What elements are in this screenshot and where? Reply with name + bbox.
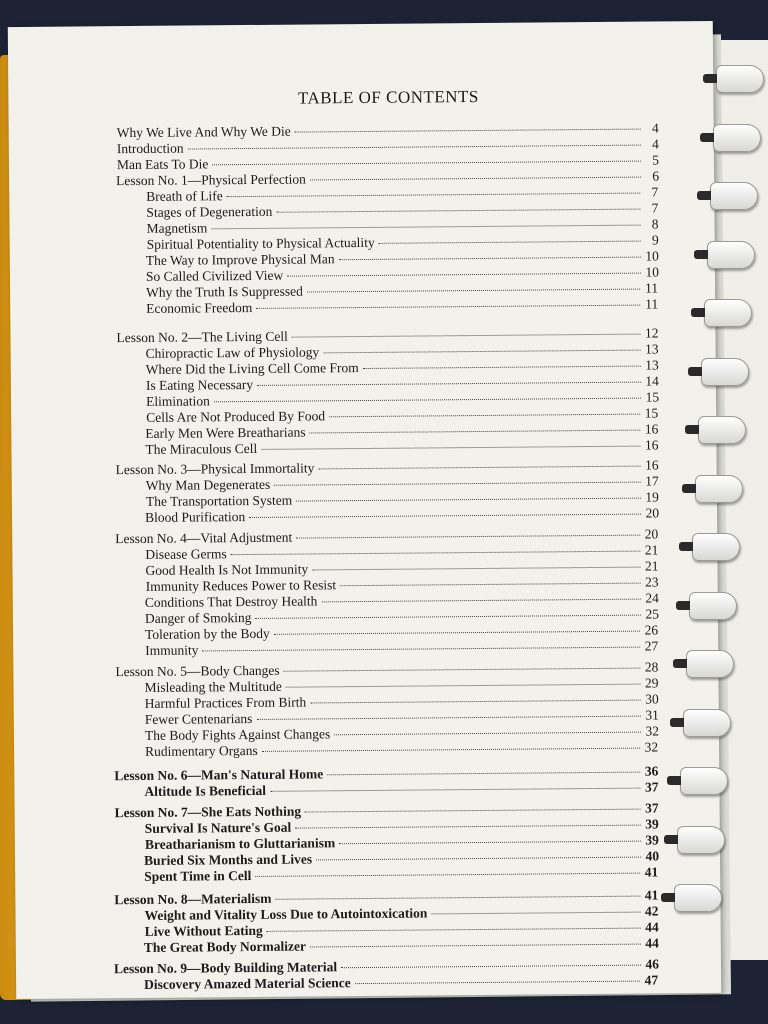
dot-leader xyxy=(321,599,640,603)
toc-page-number: 12 xyxy=(644,325,659,341)
toc-page-number: 42 xyxy=(644,903,659,919)
dot-leader xyxy=(379,241,641,244)
spiral-coil xyxy=(695,475,743,503)
spiral-coil xyxy=(686,650,734,678)
dot-leader xyxy=(267,928,641,932)
toc-row xyxy=(145,739,658,759)
toc-entry-label: Lesson No. 8—Materialism xyxy=(114,890,272,908)
dot-leader xyxy=(295,129,641,133)
toc-page-number: 6 xyxy=(652,168,660,184)
toc-row xyxy=(145,505,659,525)
toc-entry-label: Why the Truth Is Suppressed xyxy=(146,283,303,300)
dot-leader xyxy=(334,732,641,736)
toc-entry-label: Misleading the Multitude xyxy=(144,678,282,695)
spiral-coil xyxy=(704,299,752,327)
toc-entry-label: Chiropractic Law of Physiology xyxy=(145,344,320,361)
toc-row xyxy=(145,638,658,658)
contents-page xyxy=(8,21,721,999)
toc-entry-label: Rudimentary Organs xyxy=(145,742,258,759)
dot-leader xyxy=(287,273,641,277)
toc-page-number: 14 xyxy=(645,373,659,389)
toc-entry-label: The Transportation System xyxy=(145,492,293,509)
toc-page-number: 30 xyxy=(645,691,659,707)
toc-page-number: 41 xyxy=(644,864,659,880)
dot-leader xyxy=(276,209,640,213)
dot-leader xyxy=(188,145,641,150)
toc-page-number: 16 xyxy=(644,437,659,453)
toc-entry-label: Spiritual Potentiality to Physical Actuality xyxy=(146,234,375,252)
toc-page-number: 15 xyxy=(644,405,659,421)
toc-page-number: 23 xyxy=(645,574,659,590)
toc-row xyxy=(146,296,658,316)
toc-page-number: 40 xyxy=(645,848,660,864)
dot-leader xyxy=(286,684,641,688)
dot-leader xyxy=(292,334,641,338)
toc-page-number: 11 xyxy=(645,296,659,312)
toc-page-number: 32 xyxy=(644,739,659,755)
toc-entry-label: The Great Body Normalizer xyxy=(143,938,306,955)
toc-entry-label: So Called Civilized View xyxy=(145,267,284,284)
toc-entry-label: Economic Freedom xyxy=(146,299,253,316)
spiral-coil xyxy=(689,592,737,620)
toc-page-number: 27 xyxy=(644,638,659,654)
toc-page-number: 36 xyxy=(644,763,659,779)
toc-page-number: 25 xyxy=(645,606,659,622)
toc-row xyxy=(145,437,658,457)
dot-leader xyxy=(327,772,640,776)
toc-page-number: 46 xyxy=(645,956,660,972)
spiral-coil xyxy=(707,241,755,269)
toc-page-number: 20 xyxy=(644,526,659,542)
spiral-coil xyxy=(701,358,749,386)
spiral-coil xyxy=(677,826,725,854)
toc-page-number: 11 xyxy=(645,280,659,296)
toc-entry-label: Introduction xyxy=(116,140,184,157)
toc-page-number: 44 xyxy=(645,935,659,951)
spiral-binding xyxy=(652,60,762,960)
toc-page-number: 21 xyxy=(644,558,659,574)
toc-entry-label: Danger of Smoking xyxy=(144,609,252,626)
toc-page-number: 28 xyxy=(644,659,659,675)
spiral-coil xyxy=(713,124,761,152)
dot-leader xyxy=(431,912,640,915)
dot-leader xyxy=(310,430,641,434)
dot-leader xyxy=(329,414,640,418)
dot-leader xyxy=(227,193,641,198)
spiral-coil xyxy=(716,65,764,93)
dot-leader xyxy=(255,873,640,877)
dot-leader xyxy=(214,398,641,403)
toc-page-number: 5 xyxy=(652,152,660,168)
dot-leader xyxy=(255,615,641,619)
toc-entry-label: Immunity Reduces Power to Resist xyxy=(145,577,337,594)
toc-page-number: 37 xyxy=(645,800,659,816)
toc-entry-label: Why Man Degenerates xyxy=(145,476,271,493)
toc-entry-label: Lesson No. 3—Physical Immortality xyxy=(115,460,315,478)
dot-leader xyxy=(212,161,641,166)
toc-entry-label: Altitude Is Beneficial xyxy=(144,782,267,799)
toc-entry-label: Toleration by the Body xyxy=(145,625,270,642)
dot-leader xyxy=(355,981,640,984)
toc-entry-label: Man Eats To Die xyxy=(116,156,209,173)
dot-leader xyxy=(318,466,640,470)
toc-entry-label: Where Did the Living Cell Come From xyxy=(145,360,359,377)
dot-leader xyxy=(312,567,640,571)
toc-entry-label: Spent Time in Cell xyxy=(144,868,252,884)
toc-entry-label: Conditions That Destroy Health xyxy=(144,593,318,610)
toc-page-number: 10 xyxy=(645,264,659,280)
page-title: TABLE OF CONTENTS xyxy=(297,86,479,108)
dot-leader xyxy=(261,446,640,450)
toc-entry-label: The Way to Improve Physical Man xyxy=(145,251,335,268)
dot-leader xyxy=(316,857,641,861)
dot-leader xyxy=(262,748,640,752)
toc-page-number: 32 xyxy=(645,723,660,739)
dot-leader xyxy=(295,825,641,829)
toc-entry-label: Good Health Is Not Immunity xyxy=(145,561,309,578)
toc-page-number: 17 xyxy=(645,473,659,489)
toc-entry-label: Lesson No. 1—Physical Perfection xyxy=(116,171,306,189)
toc-entry-label: Lesson No. 6—Man's Natural Home xyxy=(114,766,324,784)
toc-page-number: 37 xyxy=(644,779,659,795)
toc-row xyxy=(144,779,658,799)
toc-entry-label: Cells Are Not Produced By Food xyxy=(146,408,326,425)
toc-entry-label: Early Men Were Breatharians xyxy=(145,424,306,441)
spiral-coil xyxy=(710,182,758,210)
toc-page-number: 21 xyxy=(644,542,659,558)
toc-row xyxy=(144,864,658,884)
dot-leader xyxy=(296,498,641,502)
dot-leader xyxy=(270,788,640,792)
dot-leader xyxy=(310,177,641,181)
toc-page-number: 15 xyxy=(645,389,660,405)
toc-entry-label: Is Eating Necessary xyxy=(145,376,254,393)
toc-page-number: 31 xyxy=(645,707,659,723)
toc-page-number: 44 xyxy=(645,919,659,935)
spiral-coil xyxy=(692,533,740,561)
dot-leader xyxy=(310,700,640,704)
toc-entry-label: The Body Fights Against Changes xyxy=(144,726,331,743)
dot-leader xyxy=(256,305,640,309)
dot-leader xyxy=(202,647,640,652)
dot-leader xyxy=(305,809,641,813)
toc-page-number: 8 xyxy=(651,216,659,232)
toc-row xyxy=(144,972,658,992)
toc-entry-label: Fewer Centenarians xyxy=(144,710,253,727)
toc-page-number: 7 xyxy=(651,200,659,216)
toc-row xyxy=(144,935,659,955)
dot-leader xyxy=(284,668,641,672)
dot-leader xyxy=(274,631,640,635)
toc-entry-label: Lesson No. 2—The Living Cell xyxy=(116,328,288,346)
spiral-coil xyxy=(674,884,722,912)
toc-page-number: 47 xyxy=(644,972,659,988)
toc-entry-label: Discovery Amazed Material Science xyxy=(144,975,351,992)
toc-page-number: 20 xyxy=(645,505,660,521)
toc-entry-label: Immunity xyxy=(145,642,199,658)
toc-entry-label: Stages of Degeneration xyxy=(146,203,273,220)
dot-leader xyxy=(339,257,641,261)
toc-page-number: 19 xyxy=(645,489,659,505)
dot-leader xyxy=(231,551,641,556)
dot-leader xyxy=(363,366,641,369)
dot-leader xyxy=(339,841,641,845)
toc-page-number: 39 xyxy=(645,816,659,832)
toc-entry-label: Weight and Vitality Loss Due to Autointoxication xyxy=(144,905,428,923)
toc-entry-label: Lesson No. 7—She Eats Nothing xyxy=(114,803,302,821)
toc-entry-label: Disease Germs xyxy=(145,546,227,562)
toc-page-number: 10 xyxy=(645,248,659,264)
toc-page-number: 29 xyxy=(644,675,659,691)
toc-entry-label: Buried Six Months and Lives xyxy=(143,851,313,868)
spiral-coil xyxy=(680,767,728,795)
toc-page-number: 4 xyxy=(651,120,659,136)
toc-entry-label: Blood Purification xyxy=(144,509,246,525)
toc-page-number: 26 xyxy=(644,622,659,638)
toc-entry-label: Lesson No. 9—Body Building Material xyxy=(113,959,338,977)
toc-page-number: 13 xyxy=(645,341,659,357)
dot-leader xyxy=(307,289,640,293)
toc-page-number: 39 xyxy=(645,832,659,848)
toc-entry-label: Breath of Life xyxy=(146,188,223,204)
toc-entry-label: Breatharianism to Gluttarianism xyxy=(144,835,336,852)
toc-entry-label: The Miraculous Cell xyxy=(145,440,258,457)
dot-leader xyxy=(257,382,641,386)
toc-entry-label: Magnetism xyxy=(146,220,208,236)
toc-page-number: 16 xyxy=(645,457,659,473)
toc-entry-label: Live Without Eating xyxy=(144,922,263,939)
toc-page-number: 13 xyxy=(645,357,659,373)
toc-page-number: 16 xyxy=(644,421,659,437)
toc-entry-label: Lesson No. 5—Body Changes xyxy=(115,662,280,680)
toc-entry-label: Why We Live And Why We Die xyxy=(116,123,291,141)
toc-page-number: 24 xyxy=(645,590,659,606)
toc-entry-label: Elimination xyxy=(145,393,210,409)
toc-page-number: 41 xyxy=(644,887,659,903)
spiral-coil xyxy=(683,709,731,737)
toc-entry-label: Survival Is Nature's Goal xyxy=(144,819,292,836)
toc-page-number: 4 xyxy=(652,136,659,152)
dot-leader xyxy=(275,896,640,900)
toc-page-number: 9 xyxy=(651,232,659,248)
dot-leader xyxy=(249,514,641,518)
dot-leader xyxy=(323,350,640,354)
dot-leader xyxy=(340,583,641,587)
dot-leader xyxy=(256,716,640,720)
dot-leader xyxy=(211,225,640,230)
dot-leader xyxy=(341,965,641,969)
toc-entry-label: Harmful Practices From Birth xyxy=(144,694,307,711)
dot-leader xyxy=(296,535,640,539)
toc-page-number: 7 xyxy=(651,184,659,200)
spiral-coil xyxy=(698,416,746,444)
dot-leader xyxy=(274,482,641,486)
toc-entry-label: Lesson No. 4—Vital Adjustment xyxy=(115,529,293,547)
dot-leader xyxy=(310,944,641,948)
